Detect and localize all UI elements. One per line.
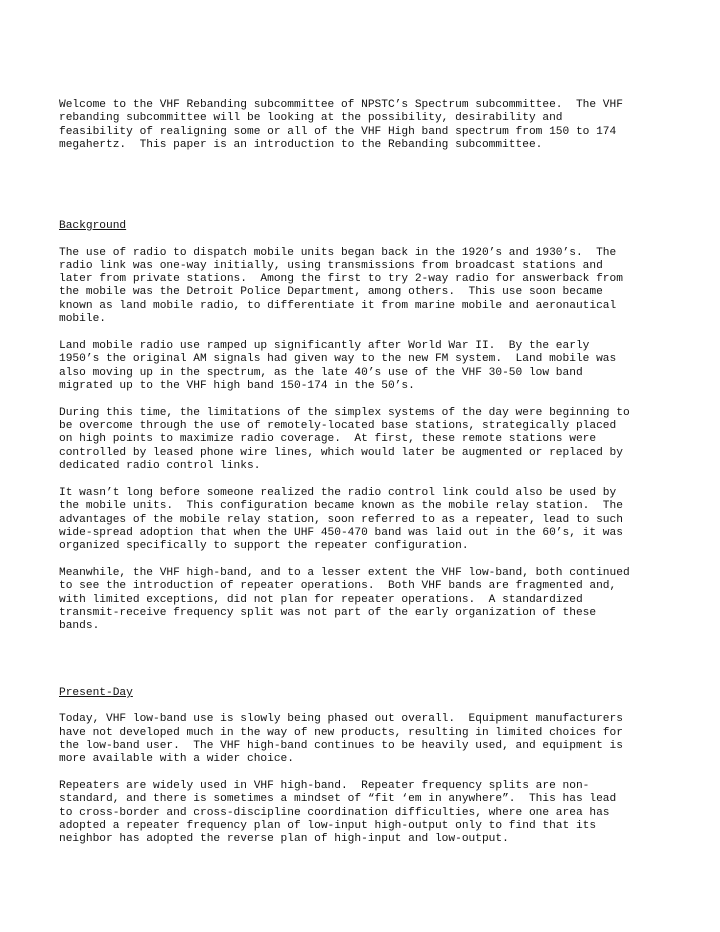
text-line: to see the introduction of repeater operations. Both VHF bands are fragmented and, xyxy=(59,580,617,592)
text-line: on high points to maximize radio coverage. At first, these remote stations were xyxy=(59,433,597,445)
text-line: radio link was one-way initially, using transmissions from broadcast stations and xyxy=(59,260,603,272)
text-line: the low-band user. The VHF high-band continues to be heavily used, and equipment is xyxy=(59,740,623,752)
text-line: wide-spread adoption that when the UHF 450-470 band was laid out in the 60’s, it was xyxy=(59,527,623,539)
text-line: During this time, the limitations of the simplex systems of the day were beginning to xyxy=(59,407,630,419)
text-line: advantages of the mobile relay station, soon referred to as a repeater, lead to such xyxy=(59,514,623,526)
text-line: controlled by leased phone wire lines, which would later be augmented or replaced by xyxy=(59,447,623,459)
text-line: dedicated radio control links. xyxy=(59,460,261,472)
text-line: have not developed much in the way of new products, resulting in limited choices for xyxy=(59,727,623,739)
text-line: Repeaters are widely used in VHF high-band. Repeater frequency splits are non- xyxy=(59,780,590,792)
text-line: to cross-border and cross-discipline coordination difficulties, where one area has xyxy=(59,807,610,819)
text-line: It wasn’t long before someone realized the radio control link could also be used by xyxy=(59,487,617,499)
text-line: transmit-receive frequency split was not part of the early organization of these xyxy=(59,607,597,619)
text-line: 1950’s the original AM signals had given way to the new FM system. Land mobile was xyxy=(59,353,617,365)
section-heading-present-day: Present-Day xyxy=(59,687,133,699)
text-line: neighbor has adopted the reverse plan of high-input and low-output. xyxy=(59,833,509,845)
text-line: Welcome to the VHF Rebanding subcommittee of NPSTC’s Spectrum subcommittee. The VHF xyxy=(59,99,623,111)
text-line: Today, VHF low-band use is slowly being phased out overall. Equipment manufacturers xyxy=(59,713,623,725)
text-line: adopted a repeater frequency plan of low-input high-output only to find that its xyxy=(59,820,597,832)
text-line: Land mobile radio use ramped up significantly after World War II. By the early xyxy=(59,340,590,352)
text-line: Meanwhile, the VHF high-band, and to a lesser extent the VHF low-band, both continued xyxy=(59,567,630,579)
text-line: the mobile was the Detroit Police Department, among others. This use soon became xyxy=(59,286,603,298)
text-line: The use of radio to dispatch mobile units began back in the 1920’s and 1930’s. The xyxy=(59,247,617,259)
text-line: migrated up to the VHF high band 150-174 in the 50’s. xyxy=(59,380,415,392)
text-line: feasibility of realigning some or all of the VHF High band spectrum from 150 to 174 xyxy=(59,126,617,138)
text-line: standard, and there is sometimes a mindset of “fit ‘em in anywhere”. This has lead xyxy=(59,793,617,805)
text-line: with limited exceptions, did not plan for repeater operations. A standardized xyxy=(59,594,583,606)
text-line: known as land mobile radio, to differentiate it from marine mobile and aeronautical xyxy=(59,300,617,312)
text-line: more available with a wider choice. xyxy=(59,753,294,765)
text-line: megahertz. This paper is an introduction to the Rebanding subcommittee. xyxy=(59,139,543,151)
text-line: organized specifically to support the repeater configuration. xyxy=(59,540,469,552)
text-line: be overcome through the use of remotely-located base stations, strategically placed xyxy=(59,420,617,432)
section-heading-background: Background xyxy=(59,220,127,232)
text-line: mobile. xyxy=(59,313,106,325)
text-line: also moving up in the spectrum, as the late 40’s use of the VHF 30-50 low band xyxy=(59,367,583,379)
text-line: later from private stations. Among the first to try 2-way radio for answerback from xyxy=(59,273,623,285)
text-line: rebanding subcommittee will be looking at the possibility, desirability and xyxy=(59,112,563,124)
text-line: bands. xyxy=(59,620,100,632)
text-line: the mobile units. This configuration became known as the mobile relay station. The xyxy=(59,500,623,512)
